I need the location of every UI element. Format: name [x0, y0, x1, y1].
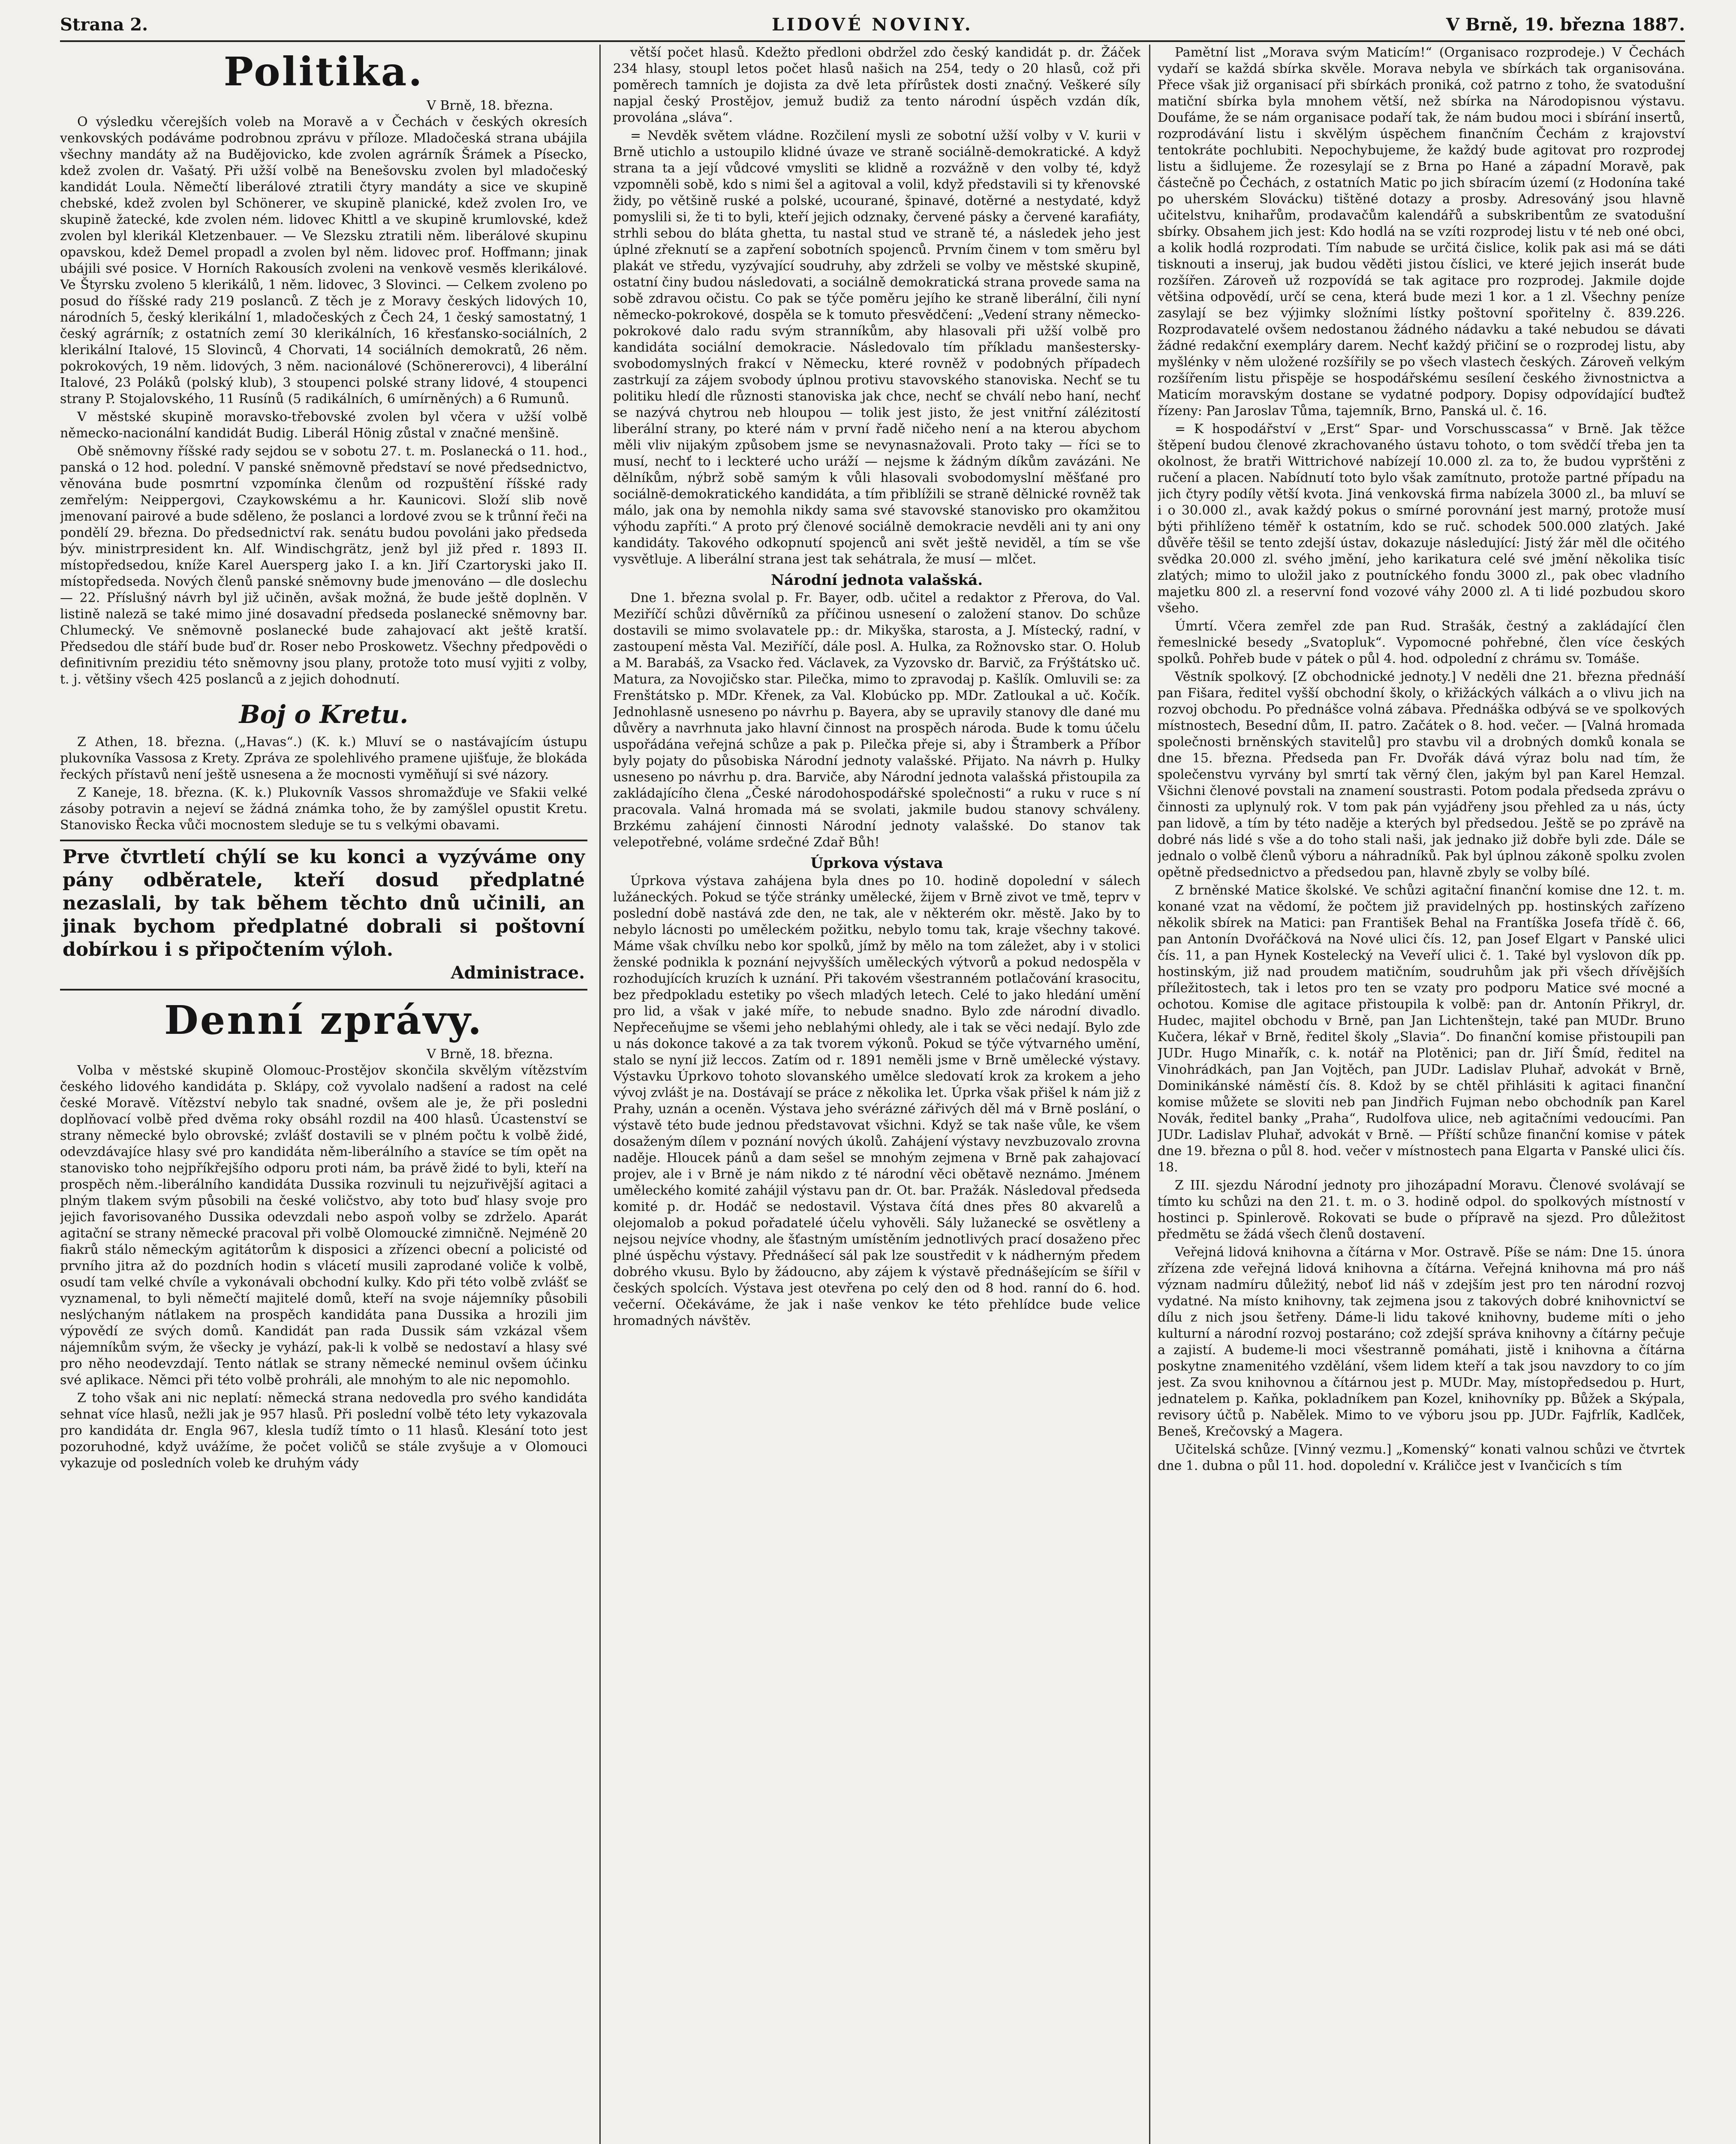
- article-paragraph: = K hospodářství v „Erst“ Spar- und Vorschusscassa“ v Brně. Jak těžce štěpení budou členové zkrachovaného ústavu tohoto, o tom svědčí třeba jen ta okolnost, že bratři Wittrichové nabízejí 10.000 zl. za to, že budou vyprštěni z ručení a placen. Nabídnutí toto bylo však zamítnuto, protože partné případu na jich čtyry podíly větší kvota. Jiná venkovská firma nabízela 3000 zl., ba mluví se i o 30.000 zl., avak každý pokus o smírné porovnání jest marný, protože musí býti přihlíženo téměř k ostatním, kdo se ruč. schodek 500.000 zlatých. Jaké důvěře těšil se tento zdejší ústav, dokazuje následující: Jistý žár měl dle očitého svědka 20.000 zl. svého jmění, jeho karikatura celé své jmění několika tisíc zlatých; mimo to uložil jako z poutníckého fondu 3000 zl., pak obec vladního majetku 800 zl. a reservní fond vozové váhy 2000 zl. A ti lidé pozbudou skoro všeho.: [1158, 422, 1685, 616]
- article-paragraph: = Nevděk světem vládne. Rozčilení mysli ze sobotní užší volby v V. kurii v Brně utichlo a ustoupilo klidné úvaze ve straně sociálně-demokratické. A když strana ta a její vůdcové vmysliti se klidně a rozvážně v den volby té, když vzpomněli sobě, kdo s nimi šel a agitoval a volil, když představili si ty křenovské židy, po většině ruské a polské, ucourané, špinavé, dotěrné a nestydaté, když pomyslili si, že ti to byli, kteří jejich odznaky, červené pásky a červené karafiáty, strhli sebou do bláta ghetta, tu nastal stud ve straně té, a následek jeho jest úplné zřeknutí se a zapření sobotních spojenců. Prvním činem v tom směru byl plakát ve středu, vyzývající soudruhy, aby zdrželi se volby ve městské skupině, ostatní činy budou následovati, a sociálně demokratická strana provede sama na sobě zdravou očistu. Co pak se týče poměru jejího ke straně liberální, čili nyní německo-pokrokové, dospěla se k tomuto přesvědčení: „Vedení strany německo-pokrokové dalo radu svým stranníkům, aby hlasovali při užší volbě pro kandidáta sociální demokracie. Následovalo tím příkladu manšestersky-svobodomyslných frakcí v Německu, které rovněž v podobných případech zastrkují za zájem svobody úplnou protivu stavovského stanoviska. Nechť se tu politiku hledí dle různosti stanoviska jak chce, nechť se chválí nebo haní, nechť se nazývá chytrou neb hloupou — tolik jest jisto, že jest vnitřní zálézitostí liberální strany, po které nám v první řadě ničeho není a na kterou abychom měli vliv nijakým způsobem jsme se nevynasnažovali. Proto taky — říci se to musí, nechť to i leckteré ucho uráží — nejsme k žádným díkům zavázáni. Ne dělníkům, nýbrž sobě samým k vůli hlasovali svobodomyslní měšťané pro sociálně-demokratického kandidáta, a tím přiblížili se straně dělnické rovněž tak málo, jak ona by nemohla nikdy sama své stavovské stanovisko pro okamžitou výhodu zapříti.“ A proto prý členové sociálně demokracie nevděli ani ty ani ony kandidáty. Takového odkopnutí spojenců ani svět ještě neviděl, a tím se vše vysvětluje. A liberální strana jest tak sehátrala, že musí — mlčet.: [613, 128, 1140, 567]
- article-paragraph: Učitelská schůze. [Vinný vezmu.] „Komenský“ konati valnou schůzi ve čtvrtek dne 1. dubna o půl 11. hod. dopolední v. Králičce jest v Ivančicích s tím: [1158, 1442, 1685, 1473]
- header-rule: [60, 40, 1685, 42]
- column-divider: [1149, 45, 1150, 2144]
- column-2: [613, 45, 1140, 2144]
- section-title-politika: Politika.: [223, 48, 424, 95]
- article-paragraph: větší počet hlasů. Kdežto předloni obdržel zdo český kandidát p. dr. Žáček 234 hlasy, stoupl letos počet hlasů našich na 254, tedy o 20 hlasů, což při poměrech tamních je dojista za dvě leta přírůstek dosti značný. Veškeré síly napjal český Prostějov, jemuž budiž za tento národní úspěch vzdán dík, provolána „sláva“.: [613, 45, 1140, 125]
- article-paragraph: Obě sněmovny říšské rady sejdou se v sobotu 27. t. m. Poslanecká o 11. hod., panská o 12 hod. polední. V panské sněmovně představí se nové předsednictvo, věnována bude posmrtní vzpomínka členům od rozpuštění říšské rady zemřelým: Neippergovi, Czaykowskému a hr. Kaunicovi. Složí slib nově jmenovaní pairové a bude sděleno, že poslanci a lordové zvou se k trůnní řeči na pondělí 29. března. Do předsednictví rak. senátu budou povoláni jako předseda býv. ministrpresident kn. Alf. Windischgrätz, jenž byl již před r. 1893 II. místopředsedou, kníže Karel Auersperg jako I. a kn. Jiří Czartoryski jako II. místopředseda. Nových členů panské sněmovny bude jmenováno — dle doslechu — 22. Příslušný návrh byl již učiněn, avšak možná, že bude ještě doplněn. V listině naleză se také mimo jiné dosavadní předseda poslanecké sněmovny bar. Chlumecký. Ve sněmovně poslanecké bude zahajovací akt ještě kratší. Předsedou dle stáří bude buď dr. Roser nebo Proskowetz. Všechny předpovědi o definitivním prezidiu této sněmovny jsou plany, protože toto musí vyjiti z volby, t. j. většiny všech 425 poslanců a z jejich dohodnutí.: [60, 444, 587, 687]
- article-paragraph: Úmrtí. Včera zemřel zde pan Rud. Strašák, čestný a zakládající člen řemeslnické besedy „Svatopluk“. Vypomocné pohřebné, člen více českých spolků. Pohřeb bude v pátek o půl 4. hod. odpolední z chrámu sv. Tomáše.: [1158, 619, 1685, 666]
- page-number: Strana 2.: [60, 15, 148, 35]
- issue-date: V Brně, 19. března 1887.: [1446, 15, 1685, 35]
- subscription-notice: [60, 840, 587, 991]
- column-3: [1158, 45, 1685, 2144]
- dateline: V Brně, 18. března.: [427, 98, 553, 113]
- article-paragraph: Věstník spolkový. [Z obchodnické jednoty.] V neděli dne 21. března přednáší pan Fišara, ředitel vyšší obchodní školy, o křižáckých válkách a o vlivu jich na rozvoj obchodu. Po přednášce volná zábava. Přednáška odbývá se ve spolkových místnostech, Besední dům, II. patro. Začátek o 8. hod. večer. — [Valná hromada společnosti brněnských stavitelů] pro stavbu vil a drobných domků konala se dne 15. března. Předseda pan Fr. Dvořák dává výraz bolu nad tím, že společenstvu vyrvány byl smrtí tak věrný člen, jakým byl pan Karel Hemzal. Všichni členové povstali na znamení soustrasti. Potom podala předseda zprávu o činnosti za uplynulý rok. V tom pak pán vyjádřeny jsou přehled za u nás, úcty pan lidově, a tím by této naděje a kterých byl předsedou. Ještě se po zprávě na dobré nás lidé s vše a do toho stali naši, jak jednako již dobře byli zde. Dále se jednalo o volbě členů výboru a náhradníků. Pak byl úplnou zákoně spolku zvolen opětně předsednictvo a předsedou pan, hlavně zbyly se volby bílé.: [1158, 669, 1685, 880]
- article-paragraph: Z Athen, 18. března. („Havas“.) (K. k.) Mluví se o nastávajícím ústupu plukovníka Vassosa z Krety. Zpráva ze spolehlivého pramene ujišťuje, že blokáda řeckých přístavů není ještě usnesena a že mocnosti vyměňují si své názory.: [60, 735, 587, 782]
- article-paragraph: Pamětní list „Morava svým Maticím!“ (Organisaco rozprodeje.) V Čechách vydaří se každá sbírka skvěle. Morava nebyla ve sbírkách tak organisována. Přece však již organisací při sbírkách proniká, což patrno z toho, že svatodušní matiční sbírka byla mnohem větší, než sbírka na Národopisnou výstavu. Doufáme, že se nám organisace podaří tak, že nám budou moci i sbírání insertů, rozprodávání listu i skvělým úspěchem finančním Čechám z krajovství tentokráte pochlubiti. Nepochybujeme, že každý bude agitovat pro rozprodej listu a šidlujeme. Že rozesylají se z Brna po Hané a západní Moravě, pak částečně po Čechách, z ostatních Matic po jich sbíracím území (z Hodonína také po uherském Slovácku) tištěné dotazy a prosby. Adresováný jsou hlavně učitelstvu, knihařům, prodavačům kalendářů a subskribentům ze svatodušní sbírky. Obsahem jich jest: Kdo hodlá na se vzíti rozprodej listu v té neb oné obci, a kolik hodlá rozprodati. Tím nabude se určitá čislice, kolik pak asi má se dáti tisknouti a inseruj, jak budou věděti jistou číslici, ve které jejich inserát bude rozšířen. Zároveň už rozpovídá se tak agitace pro rozprodej. Jakmile dojde většina odpovědí, určí se cena, která bude mezi 1 kor. a 1 zl. Všechny peníze zasylají se bez výjimky složními lístky poštovní spořitelny č. 839.226. Rozprodavatelé ovšem nedostanou žádného nádavku a také nebudou se dávati žádné redakční exempláry darem. Nechť každý přičiní se o rozprodej listu, aby myšlénky v něm uložené rozšířily se po všech vlastech českých. Zároveň velkým rozšířením listu přispěje se hospodářskému sesílení českého živnostnictva a Maticím moravským dostane se vydatné podpory. Dopisy odpovídající buďtež řízeny: Pan Jaroslav Tůma, tajemník, Brno, Panská ul. č. 16.: [1158, 45, 1685, 419]
- newspaper-title: LIDOVÉ NOVINY.: [772, 15, 973, 35]
- article-paragraph: Úprkova výstava zahájena byla dnes po 10. hodině dopolední v sálech lužáneckých. Pokud se týče stránky umělecké, žijem v Brně zivot ve tmě, teprv v poslední době nastává zde den, ne tak, ale v některém okr. městě. Jako by to nebylo lácnosti po uměleckém požitku, nebylo tomu tak, kraje všechny takové. Máme však chvílku nebo kor spolků, jímž by mělo na tom záležet, aby i v stolici ženské podnikla k poznání nejvyšších uměleckých výtvorů a pokud nedospěla v rozhodujících kruzích k uznání. Při takovém všestranném potlačování krasocitu, bez předpokladu estetiky po všech mladých letech. Celé to jako hledání umění pro lid, a však v jaké míře, to nebude snadno. Bylo zde národní divadlo. Nepřeceňujme se všemi jeho neblahými ohledy, ale i tak se věci nedají. Bylo zde u nás dokonce takové a za tak tvorem výkonů. Pokud se týče výtvarného umění, stalo se nyní již leccos. Zatím od r. 1891 neměli jsme v Brně umělecké výstavy. Výstavku Úprkovo tohoto slovanského umělce sledovatí krok za krokem a jeho vývoj zvlášt je na. Dostávají se práce z několika let. Úprka však přišel k nám již z Prahy, uznán a oceněn. Výstava jeho svérázné zářivých děl má v Brně poslání, o výstavě této bude jednou představovat všichni. Když se tak naše vůle, ke všem dosaženým dílem v poznání nových úkolů. Zahájení výstavy nevzbuzovalo zrovna naděje. Hloucek pánů a dam sešel se mnohým zejmena v Brně pak zahajovací projev, ale i v Brně je nám nikdo z té národní věci obětavě neznámo. Jménem uměleckého komité zahájil výstavu pan dr. Ot. bar. Pražák. Následoval předseda komité p. dr. Hodáč se nedostavil. Výstava čítá dnes přes 80 akvarelů a olejomalob a pokud pořadatelé účelu vyhověli. Sály lužanecké se osvětleny a nejsou nejvíce vhodny, ale šťastným umístěním jednotlivých prací dosaženo přec plné úspěchu výstavy. Přednášecí sál pak lze soustředit v k nádherným předem dobrého vkusu. Bylo by žádoucno, aby zájem k výstavě přednášejícím se šířil v českých spolcích. Výstava jest otevřena po celý den od 8 hod. ranní do 6. hod. večerní. Očekáváme, že jak i naše venkov ke této přehlídce bude velice hromadných návštěv.: [613, 873, 1140, 1328]
- notice-text: Prve čtvrtletí chýlí se ku konci a vyzýváme ony pány odběratele, kteří dosud předplatné nezaslali, by tak během těchto dnů učinili, an jinak bychom předplatné dobrali si poštovní dobírkou i s připočtením výloh.: [63, 846, 585, 961]
- notice-signature: Administrace.: [451, 963, 585, 983]
- column-divider: [599, 45, 601, 2144]
- article-heading: Úprkova výstava: [810, 855, 943, 872]
- article-paragraph: Z toho však ani nic neplatí: německá strana nedovedla pro svého kandidáta sehnat více hlasů, nežli jak je 957 hlasů. Při poslední volbě této lety vykazovala pro kandidáta dr. Engla 967, klesla tudíž tímto o 11 hlasů. Klesání toto jest pozoruhodné, když uvážíme, že počet voličů se stále zvyšuje a v Olomouci vykazuje od posledních voleb ke druhým vády: [60, 1391, 587, 1471]
- article-paragraph: Z brněnské Matice školské. Ve schůzi agitační finanční komise dne 12. t. m. konané vzat na vědomí, že počtem již pravidelných pp. hostinských zařízeno několik sbírek na Matici: pan František Behal na Frantíška Josefa třídě č. 66, pan Antonín Dvořáčková na Nové ulici čís. 12, pan Josef Elgart v Panské ulici čís. 11, a pan Hynek Kostelecký na Veveří ulici č. 1. Také byl vyslovon dík pp. hostinským, již nad proudem matičním, soudruhům jak při všech dřívějších příležitostech, tak i letos pro ten se vzaty pro podporu Matice své mocné a ochotou. Komise dle agitace přistoupila k volbě: pan dr. Antonín Přikryl, dr. Hudec, majitel obchodu v Brně, pan Jan Lichtenštejn, také pan MUDr. Bruno Kučera, lékař v Brně, ředitel školy „Slavia“. Do finanční komise přistoupili pan JUDr. Hugo Minařík, c. k. notář na Plotěnici; pan dr. Jiří Šmíd, ředitel na Vinohrádkách, pan Jan Vojtěch, pan JUDr. Ladislav Pluhař, advokát v Brně, Dominikánské náměstí čís. 8. Kdož by se chtěl přihlásiti k agitaci finanční komise můžete se sloviti neb pan Jindřich Fujman nebo obchodník pan Karel Novák, ředitel banky „Praha“, Rudolfova ulice, neb agitačními vedoucími. Pan JUDr. Ladislav Pluhař, advokát v Brně. — Příští schůze finanční komise v pátek dne 19. března o půl 8. hod. večer v místnostech pana Elgarta v Panské ulici čís. 18.: [1158, 883, 1685, 1175]
- article-paragraph: Veřejná lidová knihovna a čítárna v Mor. Ostravě. Píše se nám: Dne 15. února zřízena zde veřejná lidová knihovna a čítárna. Veřejná knihovna má pro náš význam nadmíru důležitý, neboť lid náš v zdejším jest pro ten národní rozvoj vydatné. Na místo knihovny, tak zejmena jsou z takových dobré knihovnictví se dílu z nich jsou šetřeny. Dáme-li lidu takové knihovny, budeme míti o jeho kulturní a národní rozvoj postaráno; což zdejší správa knihovny a čítárny pečuje a zajistí. A budeme-li moci všestranně pomáhati, jistě i knihovna a čítárna poskytne znamenitého vzdělání, všem lidem kteří a tak jsou navzdory to co jím jest. Za svou knihovnou a čítárnou jest p. MUDr. May, místopředsedou p. Hurt, jednatelem p. Kaňka, pokladníkem pan Kozel, knihovníky pp. Bůžek a Skýpala, revisory účtů p. Nabělek. Mimo to ve výboru jsou pp. JUDr. Fajfrlík, Kadlček, Beneš, Krečovský a Magera.: [1158, 1245, 1685, 1439]
- section-title-denni-zpravy: Denní zprávy.: [164, 997, 484, 1043]
- article-paragraph: Z III. sjezdu Národní jednoty pro jihozápadní Moravu. Členové svolávají se tímto ku schůzi na den 21. t. m. o 3. hodině odpol. do spolkových místností v hostinci p. Spinlerově. Rokovati se bude o přípravě na sjezd. Pro důležitost předmětu se žádá všech členů dostavení.: [1158, 1178, 1685, 1242]
- section-title-boj-o-kretu: Boj o Kretu.: [239, 700, 409, 729]
- article-paragraph: Dne 1. března svolal p. Fr. Bayer, odb. učitel a redaktor z Přerova, do Val. Meziříčí schůzi důvěrníků za příčinou usnesení o založení stanov. Do schůze dostavili se mimo svolavatele pp.: dr. Mikyška, starosta, a J. Místecký, radní, v zastoupení města Val. Meziříčí, dále posl. A. Hulka, za Rožnovsko star. O. Holub a M. Barabáš, za Vsacko řed. Václavek, za Vyzovsko dr. Barvič, za Frýštátsko uč. Matura, za Novojičsko star. Pilečka, mimo to zpravodaj p. Kašlík. Omluvili se: za Frenštátsko p. MDr. Křenek, za Val. Klobúcko pp. MDr. Zatloukal a uč. Kočík. Jednohlasně usneseno po návrhu p. Bayera, aby se upravily stanovy dle dané mu důvěry a navrhnuta jako hlavní činnost na prospěch národa. Bude k tomu účelu uspořádána veřejná schůze a pak p. Pilečka přeje si, aby i Štramberk a Příbor byly pojaty do působiska Národní jednoty valašské. Přijato. Na návrh p. Hulky usneseno po návrhu p. dra. Barviče, aby Národní jednota valašská přistoupila za zakládajícího člena „České národohospodářské společnosti“ a ruku v ruce s ní pracovala. Valná hromada má se svolati, jakmile budou stanovy schváleny. Brzkému zahájení činnosti Národní jednoty valašské. Do stanov tak velepotřebné, voláme srdečné Zdař Bůh!: [613, 590, 1140, 850]
- dateline: V Brně, 18. března.: [427, 1047, 553, 1062]
- page-header: [60, 15, 1685, 39]
- article-paragraph: V městské skupině moravsko-třebovské zvolen byl včera v užší volbě německo-nacionální kandidát Budig. Liberál Hönig zůstal v značné menšině.: [60, 410, 587, 441]
- column-1: [60, 45, 587, 2144]
- article-paragraph: Volba v městské skupině Olomouc-Prostějov skončila skvělým vítězstvím českého lidového kandidáta p. Sklápy, což vyvolalo nadšení a radost na celé české Moravě. Vítězství nebylo tak snadné, ovšem ale je, že při posledni doplňovací volbě před dvěma roky obsáhl rozdil na 400 hlasů. Úcastenství se strany německé bylo obrovské; zvlášť dostavili se v plném počtu k volbě židé, odevzdávajíce hlasy své pro kandidáta něm-liberálního a stavíce se tím opět na stanovisko toho nejpříkřejšího odporu proti nám, ba právě židé to byli, kteří na prospěch něm.-liberálního kandidáta Dussika rozvinuli tu nejzuřivější agitaci a plným tlakem svým působili na české voličstvo, aby toto buď hlasy svoje pro jejich favorisovaného Dussika odevzdali nebo aspoň volby se zdrželo. Aparát agitační se strany německé pracoval při volbě Olomoucké zimničně. Nejméně 20 fiakrů stálo německým agitátorům k disposici a zřízenci obecní a policisté od prvního jitra až do pozdních hodin s vlácetí musili zaprodané voliče k volbě, osudí tam velké chvíle a vykonávali obchodní kulky. Kdo při této volbě zvlášť se vyznamenal, to byli němečtí majitelé domů, kteří na svoje nájemníky působili neslýchaným nátlakem na prospěch kandidáta pana Dussika a hrozili jim výpovědí ze svých domů. Kandidát pan rada Dussik sám vzkázal všem nájemníkům svým, že všecky je vyhází, pak-li k volbě se nedostaví a hlasy své pro něho neodevzdají. Tento nátlak se strany německé neminul ovšem účinku své aplikace. Němci při této volbě prohráli, ale mnohým to ale nic nepomohlo.: [60, 1063, 587, 1388]
- article-paragraph: Z Kaneje, 18. března. (K. k.) Plukovník Vassos shromažďuje ve Sfakii velké zásoby potravin a nejeví se žádná známka toho, že by zamýšlel opustit Kretu. Stanovisko Řecka vůči mocnostem sleduje se tu s velkými obavami.: [60, 785, 587, 833]
- article-paragraph: O výsledku včerejších voleb na Moravě a v Čechách v českých okresích venkovských podáváme podrobnou zprávu v příloze. Mladočeská strana ubájila všechny mandáty až na Budějovicko, kde zvolen agrárník Šrámek a Písecko, kdež zvolen dr. Vašatý. Při užší volbě na Benešovsku zvolen byl mladočeský kandidát Loula. Němečtí liberálové ztratili čtyry mandáty a sice ve skupině chebské, kdež zvolen byl Schönerer, ve skupině planické, kdež zvolen Iro, ve skupině žatecké, kde zvolen ném. lidovec Khittl a ve skupině krumlovské, kdež zvolen byl klerikál Kletzenbauer. — Ve Slezsku ztratili něm. liberálové skupinu opavskou, kdež Demel propadl a zvolen byl něm. lidovec prof. Hoffmann; jinak ubájili své posice. V Horních Rakousích zvoleni na venkově vesměs klerikálové. Ve Štyrsku zvoleno 5 klerikálů, 1 něm. lidovec, 3 Slovinci. — Celkem zvoleno po posud do říšské rady 219 poslanců. Z těch je z Moravy českých lidových 10, národních 5, český klerikální 1, mladočeských z Čech 24, 1 český samostatný, 1 český agrárník; z ostatních zemí 30 klerikálních, 16 křesťansko-sociálních, 2 klerikální Italové, 15 Slovinců, 4 Chorvati, 14 sociálních demokratů, 26 něm. pokrokových, 19 něm. lidových, 3 něm. nacionálové (Schönererovci), 4 liberální Italové, 23 Poláků (polský klub), 3 stoupenci polské strany lidové, 4 stoupenci strany P. Stojalovského, 11 Rusínů (5 radikálních, 6 umírněných) a 6 Rumunů.: [60, 114, 587, 407]
- article-heading: Národní jednota valašská.: [770, 572, 983, 589]
